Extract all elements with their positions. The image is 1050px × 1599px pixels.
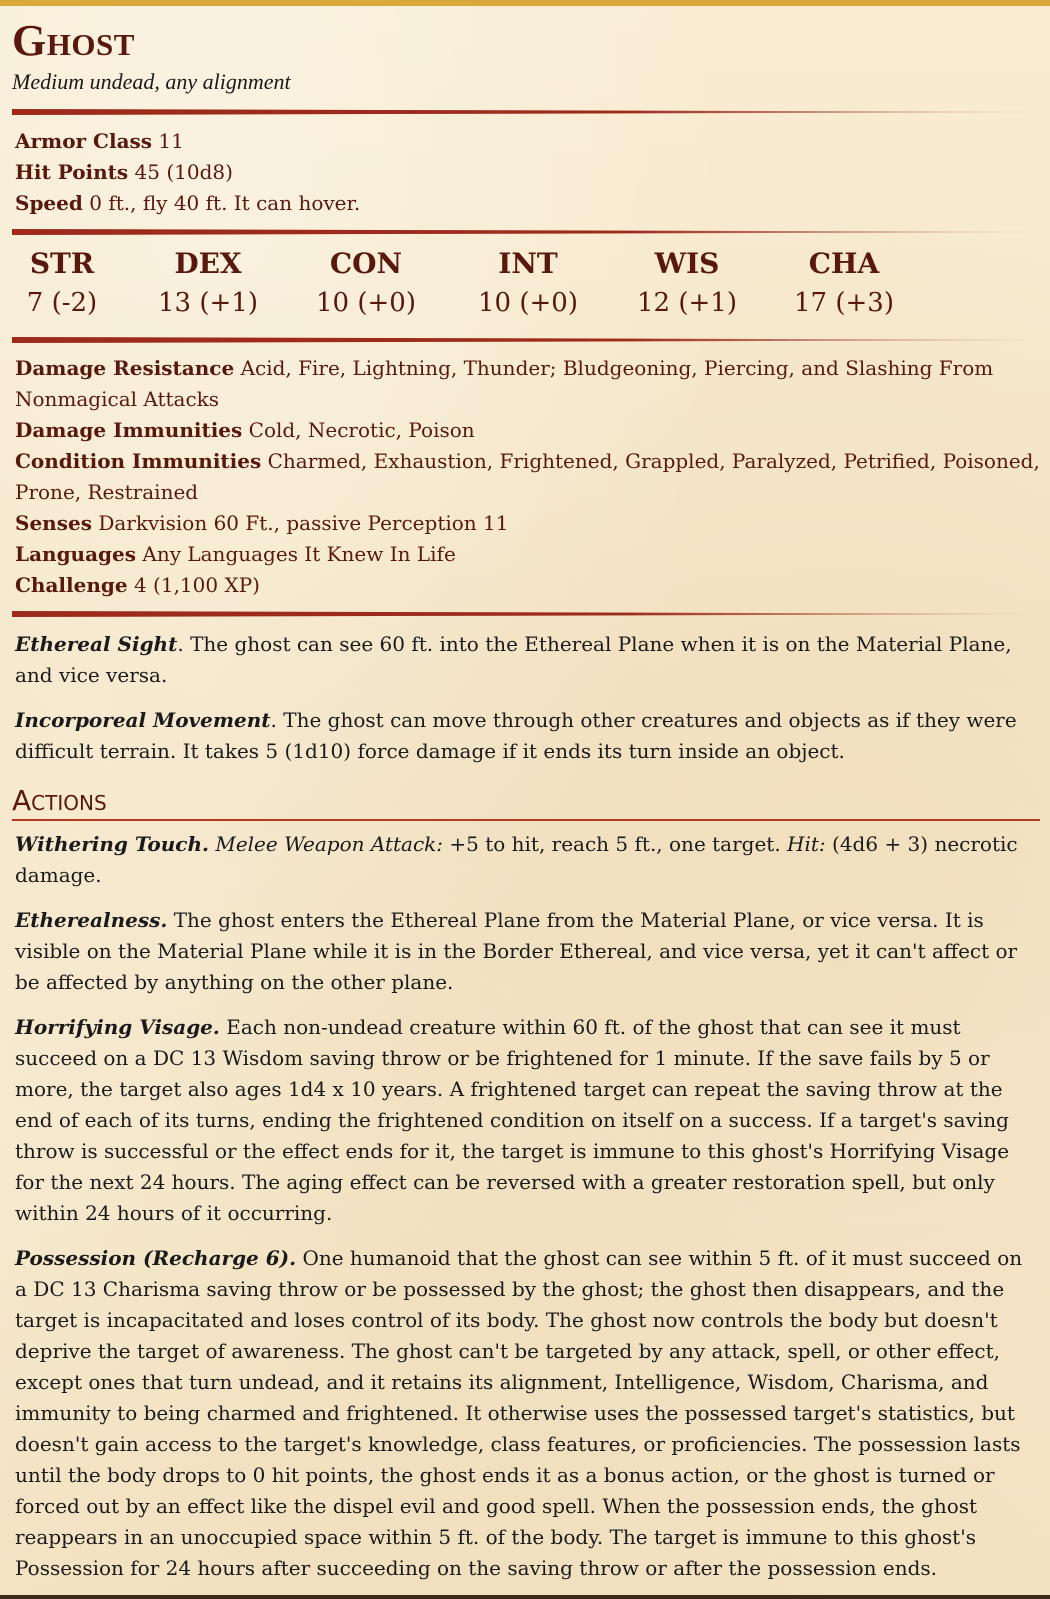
action-name: Horrifying Visage. [15,1015,220,1039]
ability-score: 10 (+0) [478,288,578,318]
trait-name: Incorporeal Movement [15,708,271,732]
languages-value: Any Languages It Knew In Life [142,542,456,566]
condition-immunities-label: Condition Immunities [15,449,262,473]
senses [15,508,1040,539]
attack-text: +5 to hit, reach 5 ft., one target. [449,832,781,856]
condition-immunities [15,446,1040,508]
divider-rule [12,611,1040,617]
trait-text: The ghost can move through other creatures and objects as if they were difficult terrain. It takes 5 (1d10) force damage if it ends its turn inside an object. [15,708,1017,763]
action-name: Possession (Recharge 6). [15,1246,297,1270]
trait-ethereal-sight: Ethereal Sight. The ghost can see 60 ft. into the Ethereal Plane when it is on the Material Plane, and vice versa. [15,632,1012,687]
action-name: Etherealness. [15,908,168,932]
monster-type-line: Medium undead, any alignment [12,69,291,94]
hit-points-value: 45 (10d8) [134,160,233,184]
condition-immunities-value: Charmed, Exhaustion, Frightened, Grappled, Paralyzed, Petrified, Poisoned, Prone, Restrained [15,449,1040,504]
ability-name: CON [329,247,403,280]
ability-score: 7 (-2) [26,288,98,318]
languages-label: Languages [15,542,137,566]
hit-points-label: Hit Points [15,160,129,184]
action-name: Withering Touch. [15,832,209,856]
ability-con [304,245,428,333]
ability-name: CHA [808,247,880,280]
ability-name: WIS [654,247,720,280]
ability-dex [112,245,304,333]
ability-name: DEX [174,247,242,280]
action-withering-touch [15,829,1040,891]
ability-score: 12 (+1) [637,288,737,318]
armor-class-value: 11 [158,129,184,153]
ability-cha [746,245,942,333]
actions-heading: Actions [12,785,1040,821]
ability-name: STR [29,247,95,280]
divider-rule [12,337,1040,343]
action-text: The ghost enters the Ethereal Plane from the Material Plane, or vice versa. It is visible on the Material Plane while it is in the Border Ethereal, and vice versa, yet it can't affect or be affected by anything on the other plane. [15,908,1018,994]
ability-wis [628,245,746,333]
ability-score: 17 (+3) [794,288,894,318]
challenge-label: Challenge [15,573,128,597]
trait-name: Ethereal Sight [15,632,178,656]
speed [15,188,1040,219]
action-etherealness [15,905,1040,998]
speed-value: 0 ft., fly 40 ft. It can hover. [89,191,361,215]
challenge [15,570,1040,601]
divider-rule [12,109,1040,115]
trait-text: The ghost can see 60 ft. into the Ethereal Plane when it is on the Material Plane, and vice versa. [15,632,1012,687]
ability-int [428,245,628,333]
damage-immunities [15,415,1040,446]
ability-scores [12,245,1040,333]
damage-resistance-label: Damage Resistance [15,356,235,380]
divider-rule [12,229,1040,235]
damage-resistance-value: Acid, Fire, Lightning, Thunder; Bludgeoning, Piercing, and Slashing From Nonmagical Attacks [15,356,994,411]
ability-str [12,245,112,333]
damage-immunities-value: Cold, Necrotic, Poison [248,418,475,442]
traits [12,629,1040,767]
detail-stats [12,353,1040,601]
armor-class [15,126,1040,157]
senses-label: Senses [15,511,92,535]
damage-resistance [15,353,1040,415]
hit-text: (4d6 + 3) necrotic damage. [15,832,1018,887]
armor-class-label: Armor Class [15,129,153,153]
ability-score: 13 (+1) [158,288,258,318]
attack-type: Melee Weapon Attack: [215,832,443,856]
ability-score: 10 (+0) [316,288,416,318]
languages [15,539,1040,570]
trait-incorporeal-movement: Incorporeal Movement. The ghost can move through other creatures and objects as if they were difficult terrain. It takes 5 (1d10) force damage if it ends its turn inside an object. [15,708,1017,763]
action-text: One humanoid that the ghost can see within 5 ft. of it must succeed on a DC 13 Charisma saving throw or be possessed by the ghost; the ghost then disappears, and the target is incapacitated and loses control of its body. The ghost now controls the body but doesn't deprive the target of awareness. The ghost can't be targeted by any attack, spell, or other effect, except ones that turn undead, and it retains its alignment, Intelligence, Wisdom, Charisma, and immunity to being charmed and frightened. It otherwise uses the possessed target's statistics, but doesn't gain access to the target's knowledge, class features, or proficiencies. The possession lasts until the body drops to 0 hit points, the ghost ends it as a bonus action, or the ghost is turned or forced out by an effect like the dispel evil and good spell. When the possession ends, the ghost reappears in an unoccupied space within 5 ft. of the body. The target is immune to this ghost's Possession for 24 hours after succeeding on the saving throw or after the possession ends. [15,1246,1023,1580]
basic-stats [12,126,1040,219]
damage-immunities-label: Damage Immunities [15,418,243,442]
action-possession [15,1243,1040,1584]
hit-points [15,157,1040,188]
actions [12,829,1040,1584]
monster-name: Ghost [12,16,135,65]
ability-name: INT [498,247,558,280]
hit-label: Hit: [787,832,826,856]
action-text: Each non-undead creature within 60 ft. of the ghost that can see it must succeed on a DC 13 Wisdom saving throw or be frightened for 1 minute. If the save fails by 5 or more, the target also ages 1d4 x 10 years. A frightened target can repeat the saving throw at the end of each of its turns, ending the frightened condition on itself on a success. If a target's saving throw is successful or the effect ends for it, the target is immune to this ghost's Horrifying Visage for the next 24 hours. The aging effect can be reversed with a greater restoration spell, but only within 24 hours of it occurring. [15,1015,1010,1225]
action-horrifying-visage [15,1012,1040,1229]
senses-value: Darkvision 60 Ft., passive Perception 11 [98,511,509,535]
challenge-value: 4 (1,100 XP) [133,573,260,597]
speed-label: Speed [15,191,83,215]
